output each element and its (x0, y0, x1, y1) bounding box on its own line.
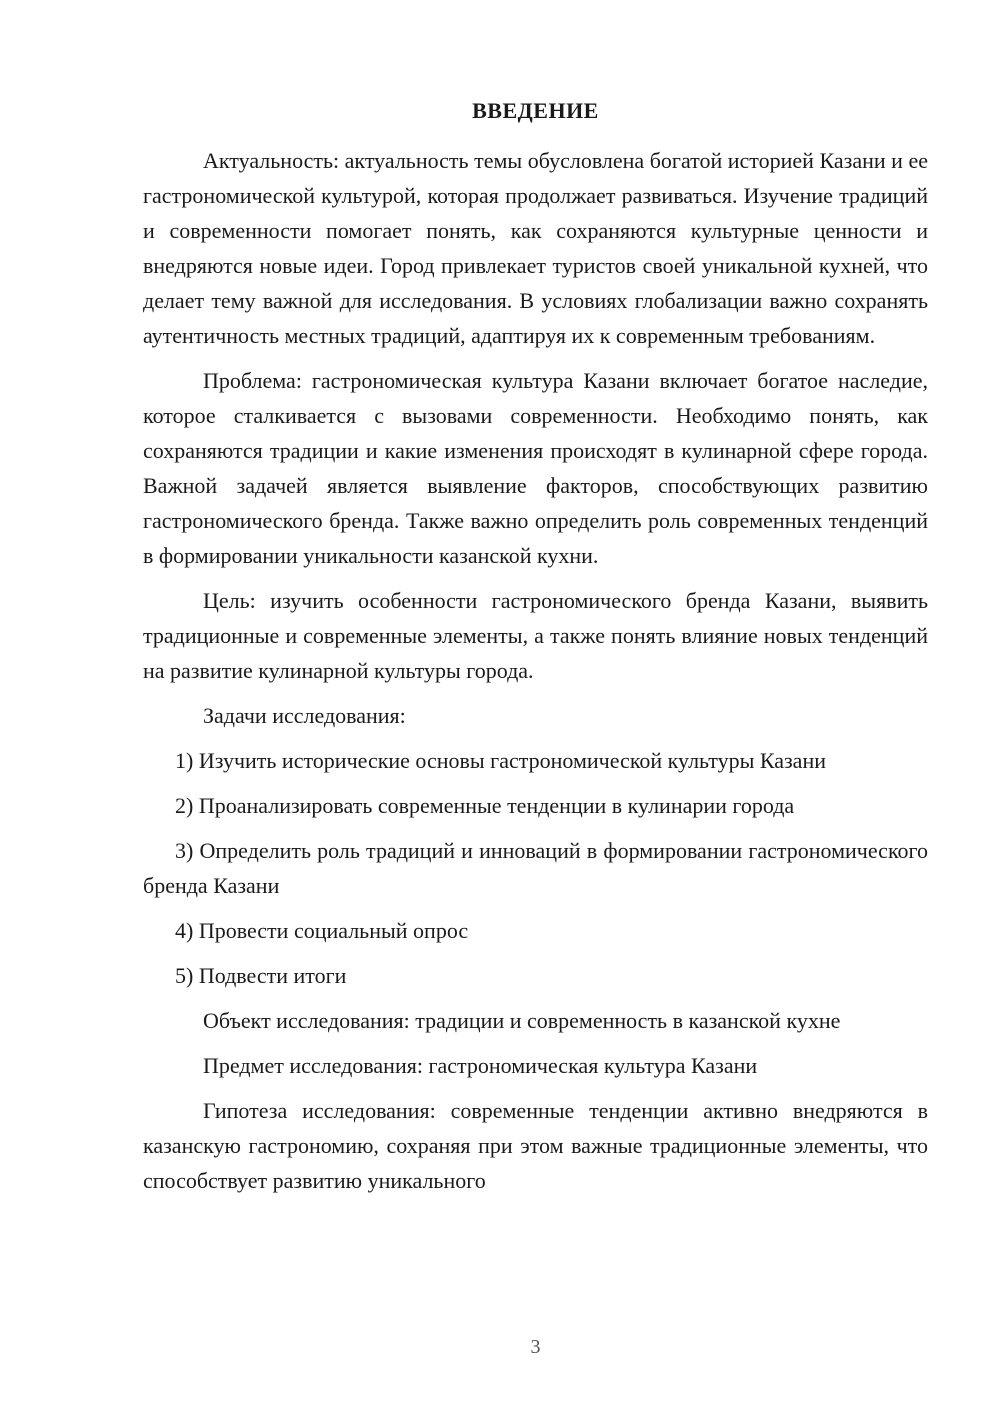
task-item-2: 2) Проанализировать современные тенденции в кулинарии города (175, 793, 795, 818)
paragraph-subject: Предмет исследования: гастрономическая культура Казани (203, 1053, 758, 1078)
paragraph-goal: Цель: изучить особенности гастрономического бренда Казани, выявить традиционные и современные элементы, а также понять влияние новых тенденций на развитие кулинарной культуры города. (143, 588, 928, 683)
task-item-4: 4) Провести социальный опрос (175, 918, 469, 943)
paragraph-relevance: Актуальность: актуальность темы обусловлена богатой историей Казани и ее гастрономической культурой, которая продолжает развиваться. Изучение традиций и современности помогает понять, как сохраняются культурные ценности и внедряются новые идеи. Город привлекает туристов своей уникальной кухней, что делает тему важной для исследования. В условиях глобализации важно сохранять аутентичность местных традиций, адаптируя их к современным требованиям. (143, 148, 928, 348)
paragraph-object: Объект исследования: традиции и современность в казанской кухне (203, 1008, 841, 1033)
document-body (143, 143, 928, 1208)
paragraph-problem: Проблема: гастрономическая культура Казани включает богатое наследие, которое сталкивается с вызовами современности. Необходимо понять, как сохраняются традиции и какие изменения происходят в кулинарной сфере города. Важной задачей является выявление факторов, способствующих развитию гастрономического бренда. Также важно определить роль современных тенденций в формировании уникальности казанской кухни. (143, 368, 928, 568)
task-item-5: 5) Подвести итоги (175, 963, 347, 988)
paragraph-hypothesis: Гипотеза исследования: современные тенденции активно внедряются в казанскую гастрономию, сохраняя при этом важные традиционные элементы, что способствует развитию уникального (143, 1098, 928, 1193)
page-number: 3 (530, 1336, 541, 1358)
task-item-1: 1) Изучить исторические основы гастрономической культуры Казани (175, 748, 826, 773)
document-page (143, 0, 928, 1414)
paragraph-tasks-heading: Задачи исследования: (203, 703, 406, 728)
task-item-3: 3) Определить роль традиций и инноваций в формировании гастрономического бренда Казани (143, 838, 928, 898)
section-title: ВВЕДЕНИЕ (472, 98, 599, 123)
